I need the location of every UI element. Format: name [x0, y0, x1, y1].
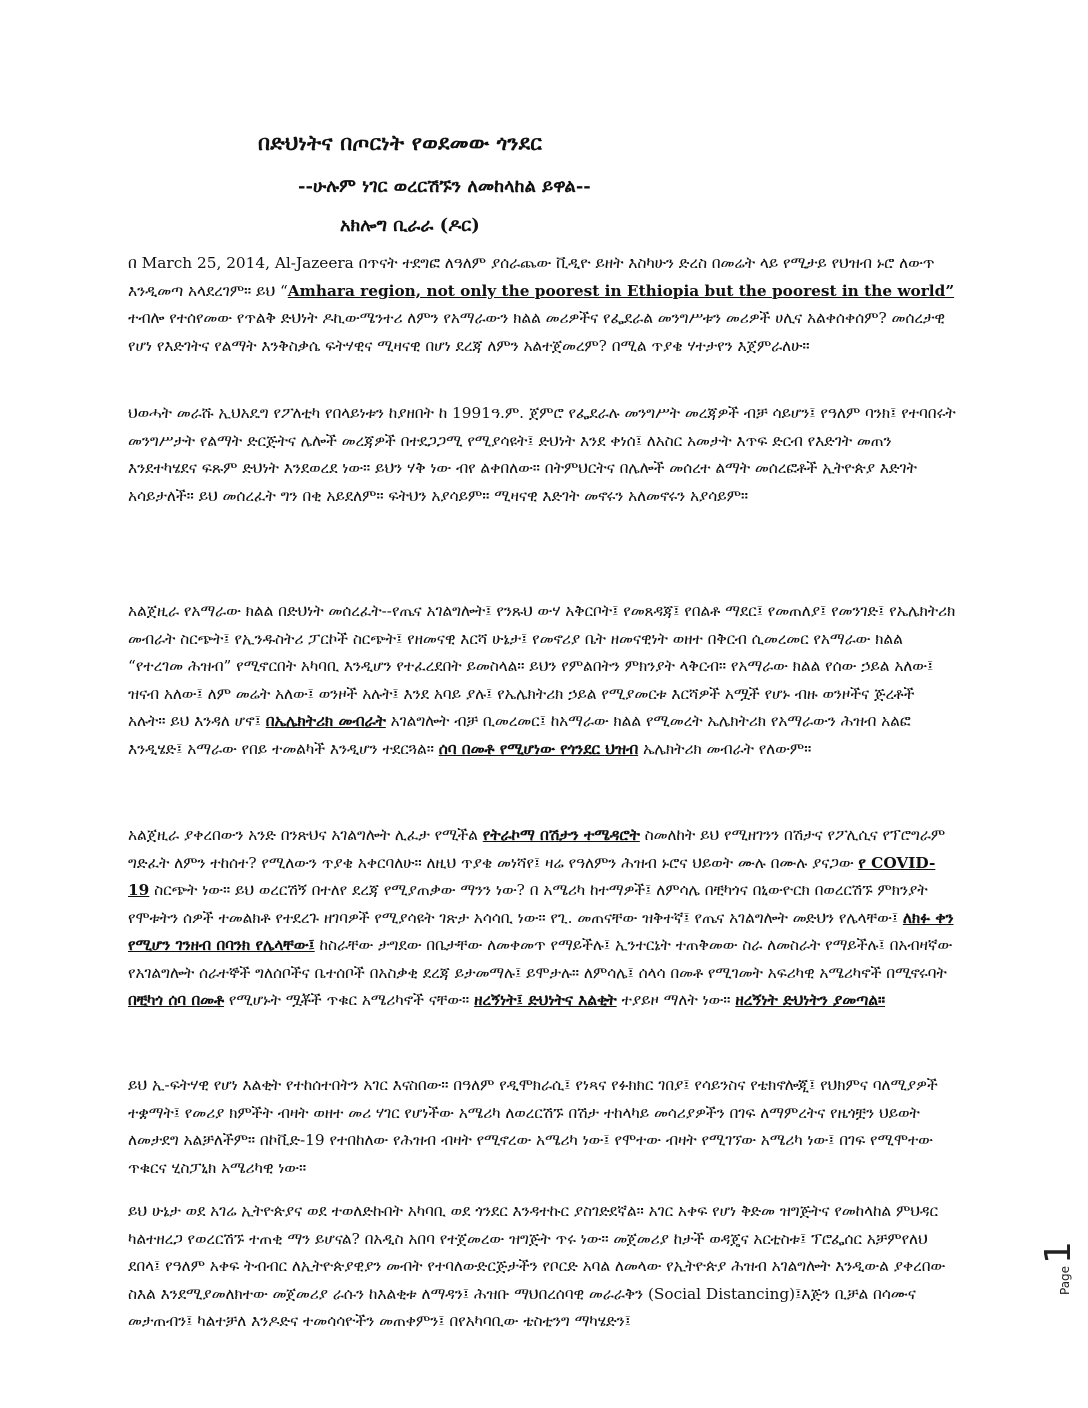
paragraph-text: አልጀዚራ የአማራው ክልል በድህነት መሰረፈት--የጤና አገልግሎት፤ የንጹህ ውሃ አቅርቦት፤ የመጸዳጃ፤ የበልቶ ማደር፤ የመጠለያ፤ የመንገድ፤ የኤሌክትሪክ መብራት ስርጭት፤ የኢንዱስትሪ ፓርኮች ስርጭት፤ የዘመናዊ እርሻ ሁኔታ፤ የመኖሪያ ቤት ዘመናዊነት ወዘተ በቅርብ ሲመረመር የአማራው ክልል “የተረገመ ሕዝብ” የሚኖርበት አካባቢ እንዲሆን የተፈረደበት ይመስላል። ይህን የምልበትን ምክንያት ላቅርብ። የአማራው ክልል የሰው ኃይል አለው፤ ዝናብ አለው፤ ለም መሬት አለው፤ ወንዞች አሉት፤ እንደ አባይ ያሉ፤ የኤሌክትሪክ ኃይል የሚያመርቱ እርሻዎች አሟች የሆኑ ብዙ ወንዞችና ጅረቶች አሉት። ይህ እንዳለ ሆኖ፤: [128, 602, 956, 730]
paragraph-3: [128, 598, 956, 763]
paragraph-text: በ March 25, 2014, Al-Jazeera በጥናት ተደግፎ ለዓለም ያሰራጨው ቪዲዮ ይዘት እስካሁን ድረስ በመሬት ላይ የሚታይ የህዝብ ኑሮ ለውጥ እንዲመጣ አላደረገም። ይህ “: [128, 254, 935, 300]
paragraph-text: ይህ ሁኔታ ወደ አገሬ ኢትዮጵያና ወደ ተወለድኩበት አካባቢ ወደ ጎንደር እንዳተኩር ያስገድደኛል። አገር አቀፍ የሆነ ቅድመ ዝግጅትና የመከላከል ምህዳር ካልተዘረጋ የወረርሽኙ ተጠቂ ማን ይሆናል? በአዲስ አበባ የተጀመረው ዝግጅት ጥሩ ነው። መጀመሪያ ከታች ወዳጄና አርቲስቱ፤ ፕሮፌሰር አቻምየለህ ደበላ፤ የዓለም አቀፍ ትብብር ለኢትዮጵያዊያን መብት የተባለውድርጅታችን የቦርድ አባል ለመላው የኢትዮጵያ ሕዝብ አገልግሎት እንዲውል ያቀረበው ስእል እንደሚያመለክተው መጀመሪያ ራሱን ከእልቂቱ ለማዳን፤ ሕዝቡ ማህበረሰባዊ መራራቅን (Social Distancing)፤እጅን ቢቻል በሳሙና መታጠብን፤ ካልተቻለ እንዶድና ተመሳሳዮችን መጠቀምን፤ በየአካባቢው ቴስቲንግ ማካሄድን፤: [128, 1202, 946, 1330]
emphasis-text: ለክፉ ቀን የሚሆን ገንዘብ በባንክ የሌላቸው፤: [128, 908, 954, 954]
paragraph-4: [128, 822, 956, 1015]
paragraph-5: [128, 1072, 956, 1182]
paragraph-text: አገልግሎት ብቻ ቢመረመር፤ ከአማራው ክልል የሚመረት ኤሌክትሪክ የአማራውን ሕዝብ አልፎ እንዲሄድ፤ አማራው የበይ ተመልካች እንዲሆን ተደርጓል።: [128, 712, 911, 758]
emphasis-text: የትራኮማ በሽታን ተሜዳሮት: [482, 826, 640, 844]
paragraph-2: [128, 400, 956, 510]
emphasis-text: ዘረኝነት፤ ድህነትና እልቂት: [474, 991, 617, 1009]
emphasis-text: በቺካጎ ሰባ በመቶ: [128, 991, 225, 1009]
emphasis-text: ዘረኝነት ድህነትን ያመጣል።: [735, 991, 886, 1009]
emphasis-text: የ COVID-19: [128, 853, 936, 899]
document-subtitle: --ሁሉም ነገር ወረርሽኙን ለመከላከል ይዋል--: [298, 176, 591, 197]
paragraph-text: ስርጭት ነው። ይህ ወረርሽኝ በተለየ ደረጃ የሚያጠቃው ማንን ነው? በ አሜሪካ ከተማዎች፤ ለምሳሌ በቺካጎና በኒውዮርክ በወረርሽኙ ምክንያት የሞቱትን ሰዎች ተመልክቶ የተደረጉ ዘገባዎች የሚያሳዩት ገጽታ አሳሳቢ ነው። የጊ. መጠናቸው ዝቅተኛ፤ የጤና አገልግሎት መድህን የሌላቸው፤: [128, 881, 928, 927]
paragraph-text: ይህ ኢ-ፍትሃዊ የሆነ እልቂት የተከሰተበትን አገር እናስበው። በዓለም የዲሞክራሲ፤ የነጻና የፉክክር ገበያ፤ የሳይንስና የቴክኖሎጂ፤ የህክምና ባለሚያዎች ተቋማት፤ የመሪያ ክምችት ብዛት ወዘተ መሪ ሃገር የሆነችው አሜሪካ ለወረርሽኙ በሽታ ተከላካይ መሳሪያዎችን በገፍ ለማምረትና የዜጎቿን ህይወት ለመታደግ አልቻለችም። በኮቪድ-19 የተበከለው የሕዝብ ብዛት የሚኖረው አሜሪካ ነው፤ የሞተው ብዛት የሚገኘው አሜሪካ ነው፤ በገፍ የሚሞተው ጥቁርና ሂስፓኒክ አሜሪካዊ ነው።: [128, 1076, 938, 1177]
emphasis-text: በኤሌክትሪክ መብራት: [265, 712, 386, 730]
paragraph-text: አልጀዚራ ያቀረበውን አንድ በንጽህና አገልግሎት ሊፈታ የሚችል: [128, 826, 483, 844]
paragraph-text: ኤሌክትሪክ መብራት የለውም።: [638, 739, 812, 758]
page-number: 1: [1038, 1241, 1079, 1264]
document-author: አክሎግ ቢራራ (ዶር): [340, 215, 480, 236]
emphasis-text: Amhara region, not only the poorest in Ethiopia but the poorest in the world”: [287, 281, 955, 300]
document-title: በድህነትና በጦርነት የወደመው ጎንደር: [258, 130, 543, 155]
paragraph-text: ህወሓት መራሹ ኢህአዴግ የፖለቲካ የበላይነቱን ከያዘበት ከ 1991ዓ.ም. ጀምሮ የፌደራሉ መንግሥት መረጃዎች ብቻ ሳይሆን፤ የዓለም ባንክ፤ የተባበሩት መንግሥታት የልማት ድርጅትና ሌሎች መረጃዎች በተደጋጋሚ የሚያሳዩት፤ ድህነት እንደ ቀነሰ፤ ለአስር አመታት እጥፍ ድርብ የእድገት መጠን እንደተካሄደና ፍጹም ድህነት እንደወረደ ነው። ይህን ሃቅ ነው ብየ ልቀበለው። በትምህርትና በሌሎች መሰረተ ልማት መሰረፎቶች ኢትዮጵያ እድገት አሳይታለች። ይህ መሰረፈት ግን በቂ አይደለም። ፍትህን አያሳይም። ሚዛናዊ እድገት መኖሩን አለመኖሩን አያሳይም።: [128, 404, 956, 505]
paragraph-1: [128, 250, 956, 360]
emphasis-text: ሰባ በመቶ የሚሆነው የጎንደር ህዝብ: [438, 739, 639, 758]
paragraph-text: ስመለከት ይህ የሚዘገንን በሽታና የፖሊሲና የፕሮግራም ግድፈት ለምን ተከሰተ? የሚለውን ጥያቄ አቀርባለሁ። ለዚህ ጥያቄ መነሻየ፤ ዛሬ የዓለምን ሕዝብ ኑሮና ህይወት ሙሉ በሙሉ ያናጋው: [128, 826, 946, 872]
page-number-footer: [1017, 1205, 1077, 1295]
paragraph-6: [128, 1198, 956, 1336]
paragraph-text: ከስራቸው ታግደው በቤታቸው ለመቀመጥ የማይችሉ፤ ኢንተርኔት ተጠቅመው ስራ ለመስራት የማይችሉ፤ በአብዛኛው የአገልግሎት ሰራተኞች ግለሰቦችና ቤተሰቦች በአስቃቂ ደረጃ ይታመማሉ፤ ይሞታሉ። ለምሳሌ፤ ሰላሳ በመቶ የሚገመት አፍሪካዊ አሜሪካኖች በሚኖሩባት: [128, 936, 953, 982]
paragraph-text: ተብሎ የተሰየመው የጥልቅ ድህነት ዶኪውሜንተሪ ለምን የአማራውን ክልል መሪዎችና የፌደራል መንግሥቱን መሪዎች ሀሊና አልቀሰቀሰም? መሰረታዊ የሆነ የእድገትና የልማት እንቅስቃሴ ፍትሃዊና ሚዛናዊ በሆነ ደረጃ ለምን አልተጀመረም? በሚል ጥያቄ ሃተታየን እጀምራለሁ።: [128, 309, 945, 355]
paragraph-text: ተያይዞ ማለት ነው።: [616, 991, 736, 1009]
paragraph-text: የሚሆኑት ሟቾች ጥቁር አሜሪካኖች ናቸው።: [224, 991, 475, 1009]
page-label: Page: [1058, 1265, 1072, 1295]
